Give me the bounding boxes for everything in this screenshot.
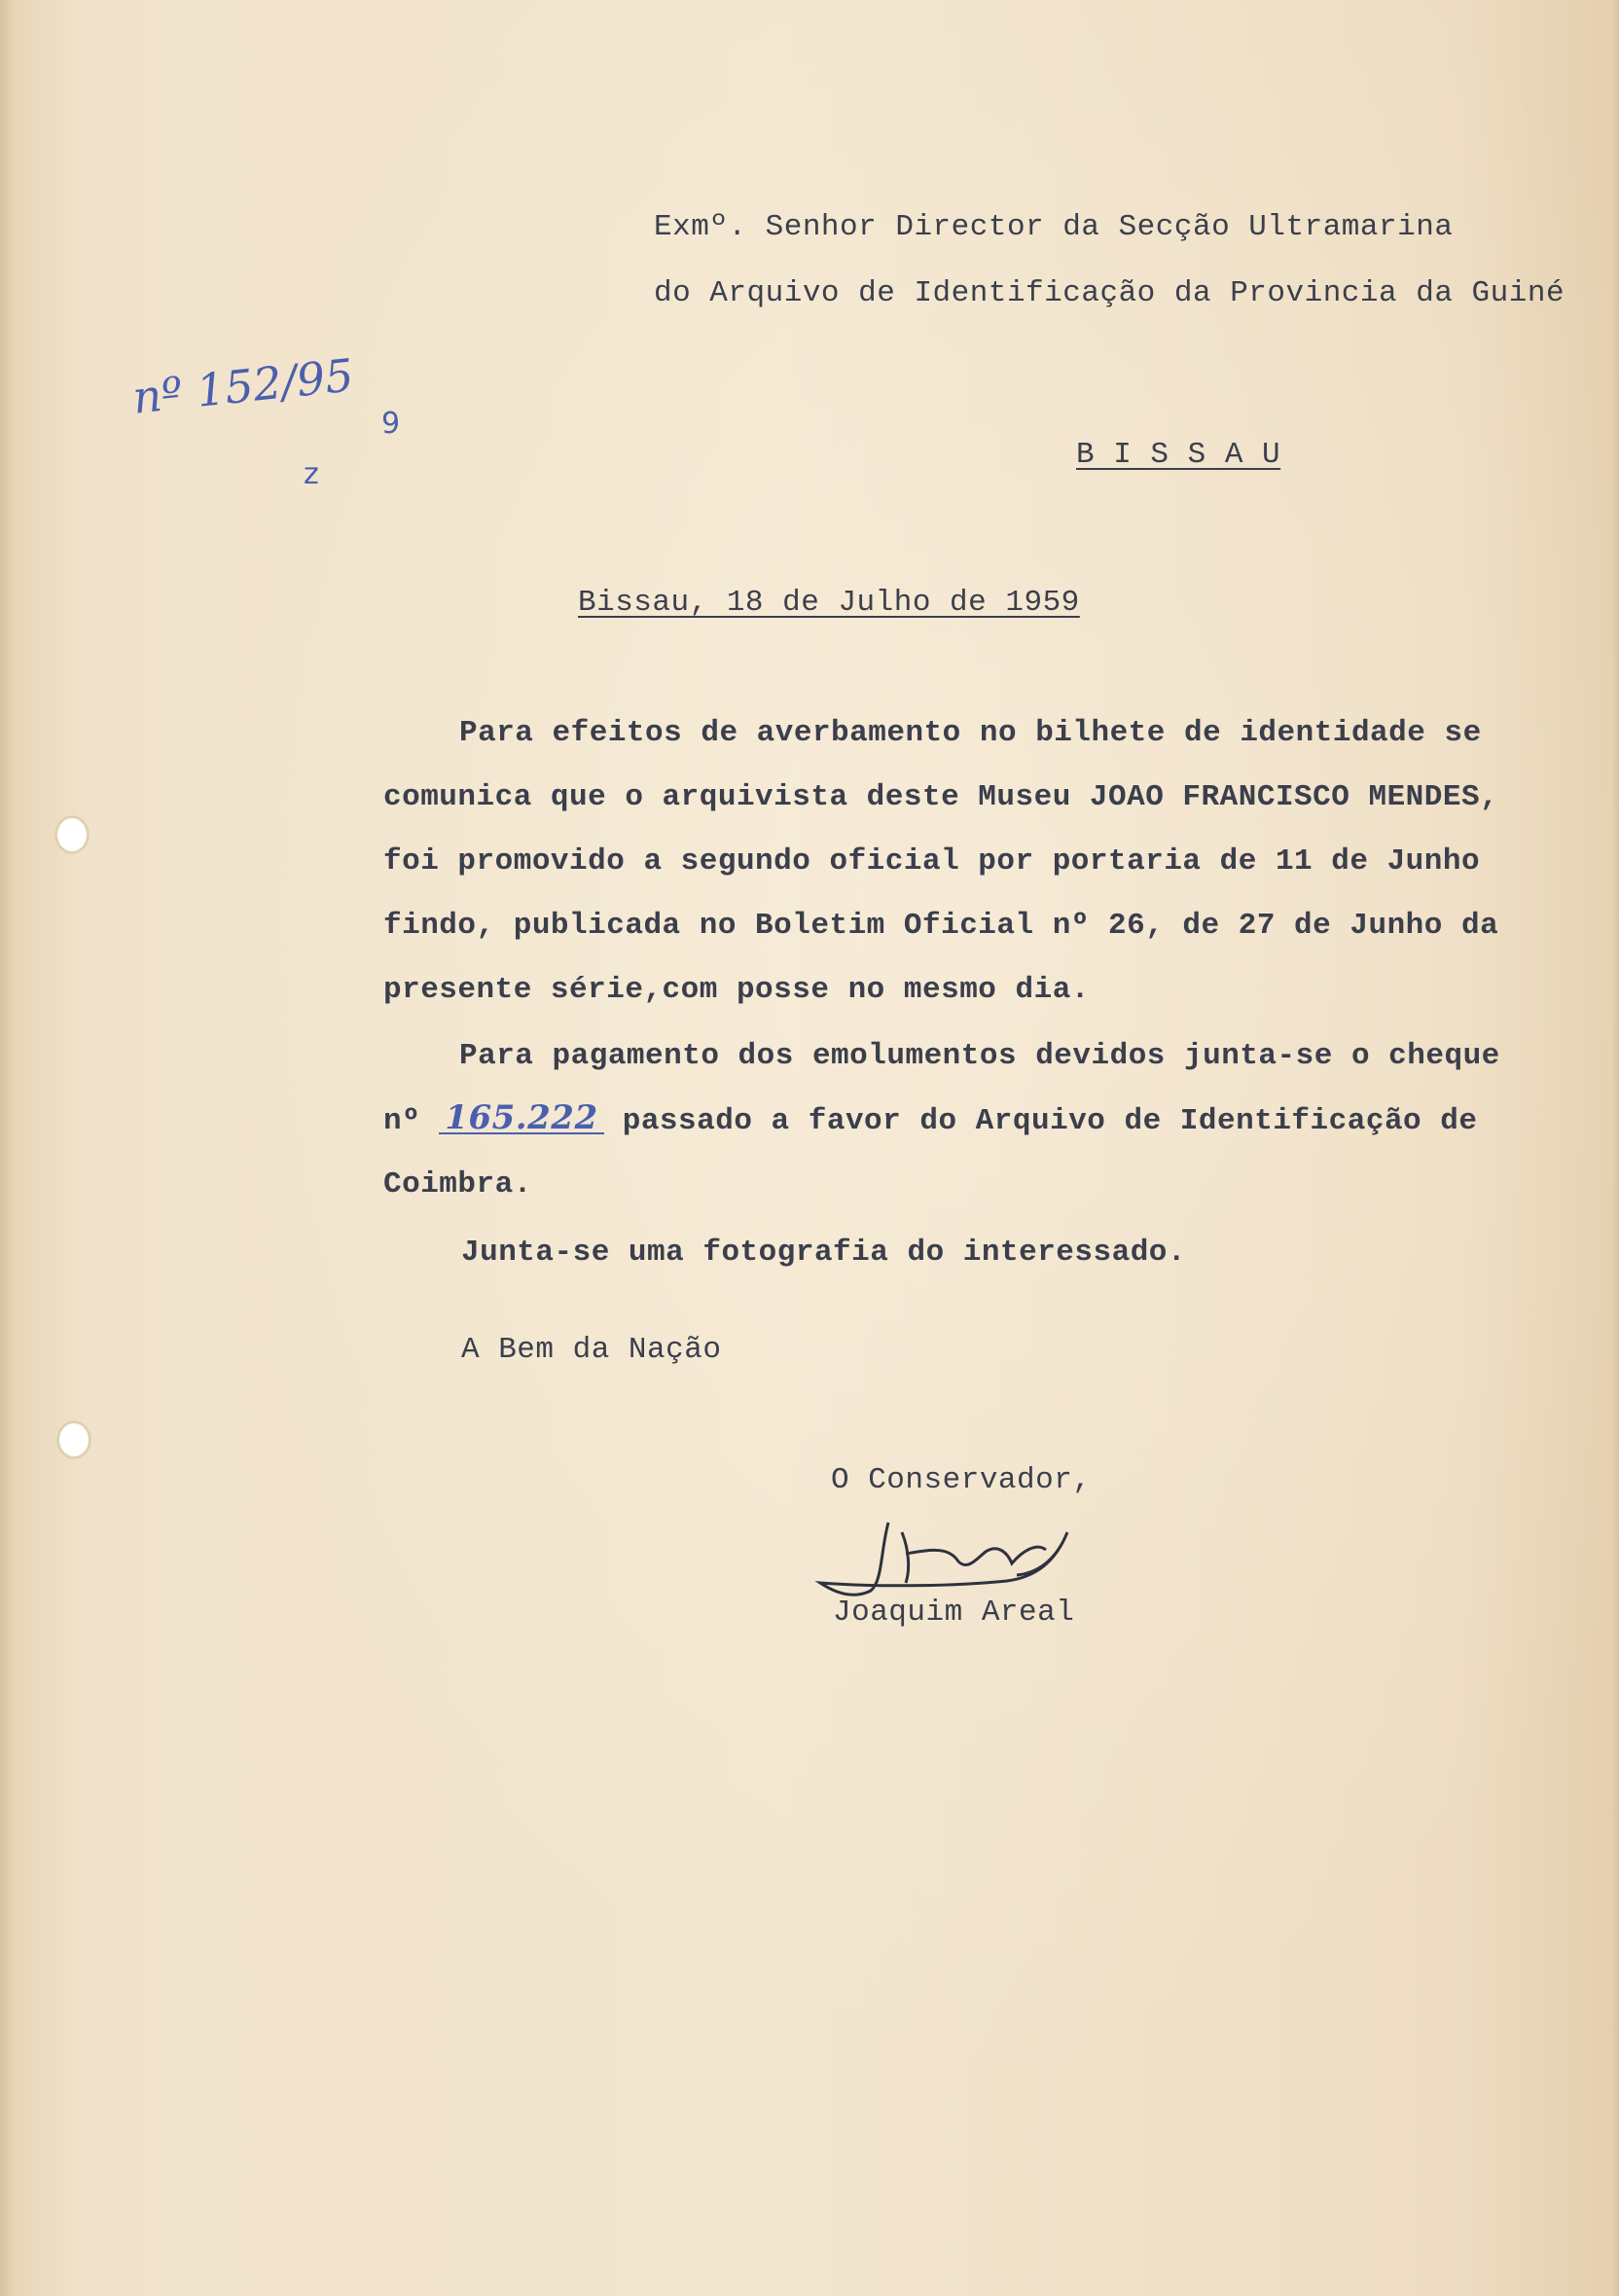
punch-hole-bottom (56, 1420, 91, 1459)
body-line-1: Para efeitos de averbamento no bilhete de identidade se (459, 716, 1482, 750)
handwritten-reference-letter: z (304, 457, 319, 491)
payment-line-2 (383, 1098, 1478, 1138)
signer-name: Joaquim Areal (833, 1596, 1075, 1630)
body-line-2: comunica que o arquivista deste Museu JOAO FRANCISCO MENDES, (383, 780, 1499, 814)
punch-hole-top (54, 815, 90, 854)
letter-date: Bissau, 18 de Julho de 1959 (578, 586, 1080, 620)
signature-title: O Conservador, (831, 1463, 1092, 1497)
handwritten-cheque-number: 165.222 (439, 1103, 603, 1134)
handwritten-reference-digit: 9 (381, 407, 401, 441)
body-line-3: foi promovido a segundo oficial por portaria de 11 de Junho (383, 844, 1481, 879)
handwritten-signature (812, 1493, 1124, 1610)
addressee-line-1: Exmº. Senhor Director da Secção Ultramarina (654, 210, 1454, 244)
addressee-line-2: do Arquivo de Identificação da Provincia da Guiné (654, 276, 1565, 310)
body-line-4: findo, publicada no Boletim Oficial nº 26, de 27 de Junho da (383, 909, 1499, 943)
closing-salutation: A Bem da Nação (461, 1333, 722, 1367)
payment-line-3: Coimbra. (383, 1167, 532, 1202)
payment-line-1: Para pagamento dos emolumentos devidos junta-se o cheque (459, 1039, 1500, 1073)
payment-suffix: passado a favor do Arquivo de Identificação de (622, 1104, 1478, 1138)
city-heading: B I S S A U (1076, 438, 1281, 472)
photo-line: Junta-se uma fotografia do interessado. (461, 1236, 1187, 1270)
handwritten-reference-number: nº 152/95 (129, 348, 356, 424)
payment-prefix: nº (383, 1104, 421, 1138)
right-edge-shadow (1611, 0, 1619, 2296)
left-edge-shadow (0, 0, 14, 2296)
body-line-5: presente série,com posse no mesmo dia. (383, 973, 1090, 1007)
